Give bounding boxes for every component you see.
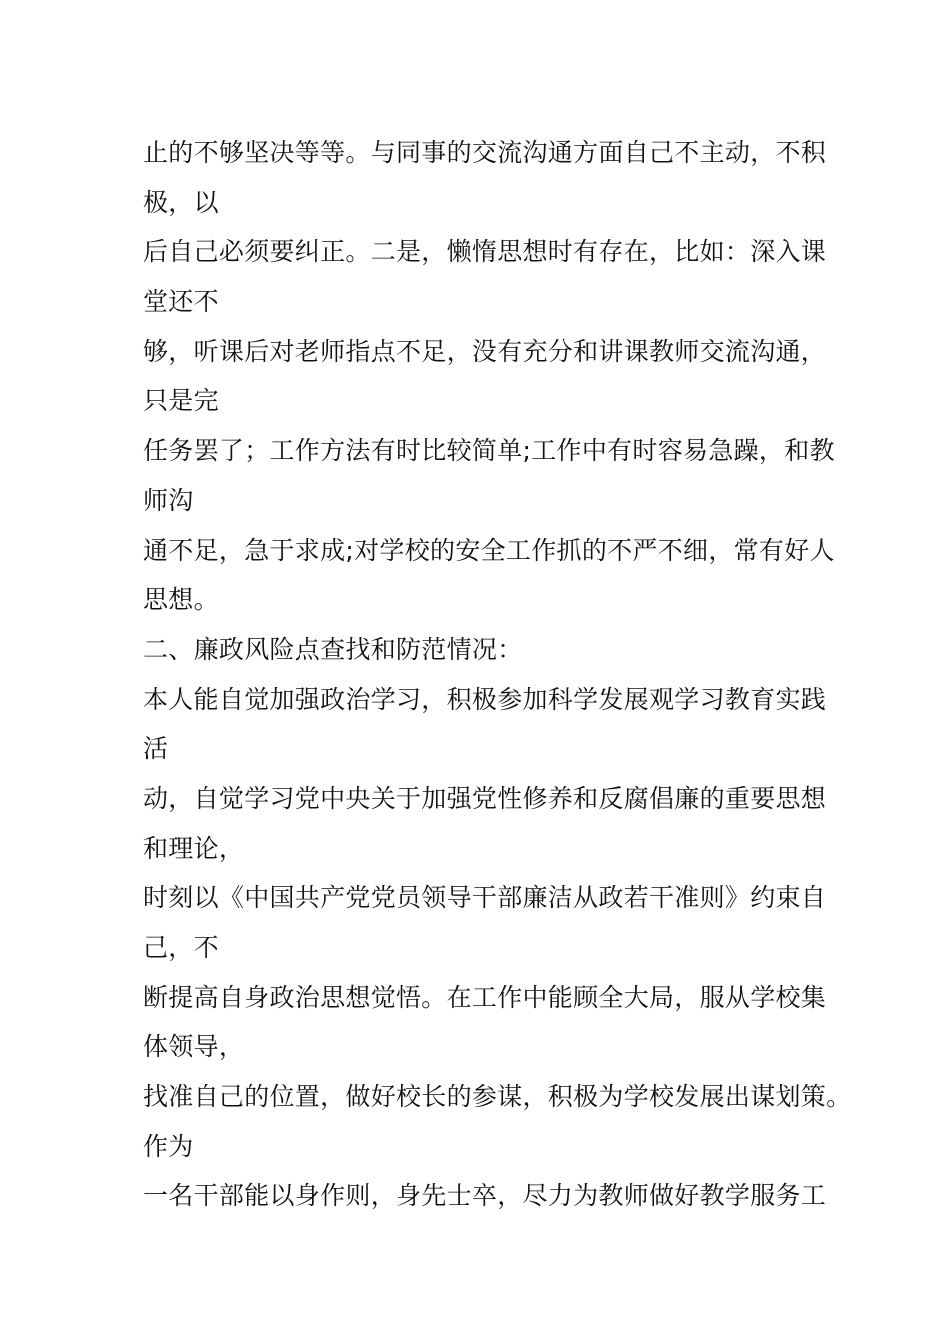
- text-line: 体领导，: [143, 1032, 245, 1062]
- text-line: 够，听课后对老师指点不足，没有充分和讲课教师交流沟通，: [143, 336, 827, 366]
- text-line: 思想。: [143, 585, 219, 615]
- text-line: 后自己必须要纠正。二是，懒惰思想时有存在，比如：深入课: [143, 237, 827, 267]
- text-line: 通不足，急于求成;对学校的安全工作抓的不严不细，常有好人: [143, 535, 835, 565]
- document-body: [143, 128, 852, 1221]
- text-line: 断提高自身政治思想觉悟。在工作中能顾全大局，服从学校集: [143, 982, 827, 1012]
- text-line: 任务罢了；工作方法有时比较简单;工作中有时容易急躁，和教: [143, 436, 835, 466]
- text-line: 动，自觉学习党中央关于加强党性修养和反腐倡廉的重要思想: [143, 783, 827, 813]
- text-line: 堂还不: [143, 287, 219, 317]
- text-line: 作为: [143, 1131, 194, 1161]
- text-line: 止的不够坚决等等。与同事的交流沟通方面自己不主动，不积: [143, 138, 827, 167]
- section-heading: 二、廉政风险点查找和防范情况：: [143, 634, 523, 664]
- text-line: 极，以: [143, 187, 219, 217]
- text-line: 时刻以《中国共产党党员领导干部廉洁从政若干准则》约束自: [143, 883, 827, 913]
- text-line: 找准自己的位置，做好校长的参谋，积极为学校发展出谋划策。: [143, 1082, 852, 1112]
- text-line: 和理论，: [143, 833, 245, 863]
- text-line: 活: [143, 734, 169, 764]
- text-line: 师沟: [143, 485, 194, 515]
- text-line: 本人能自觉加强政治学习，积极参加科学发展观学习教育实践: [143, 684, 827, 714]
- text-line: 己，不: [143, 933, 219, 962]
- text-line: 一名干部能以身作则，身先士卒，尽力为教师做好教学服务工: [143, 1181, 827, 1211]
- text-line: 只是完: [143, 386, 219, 416]
